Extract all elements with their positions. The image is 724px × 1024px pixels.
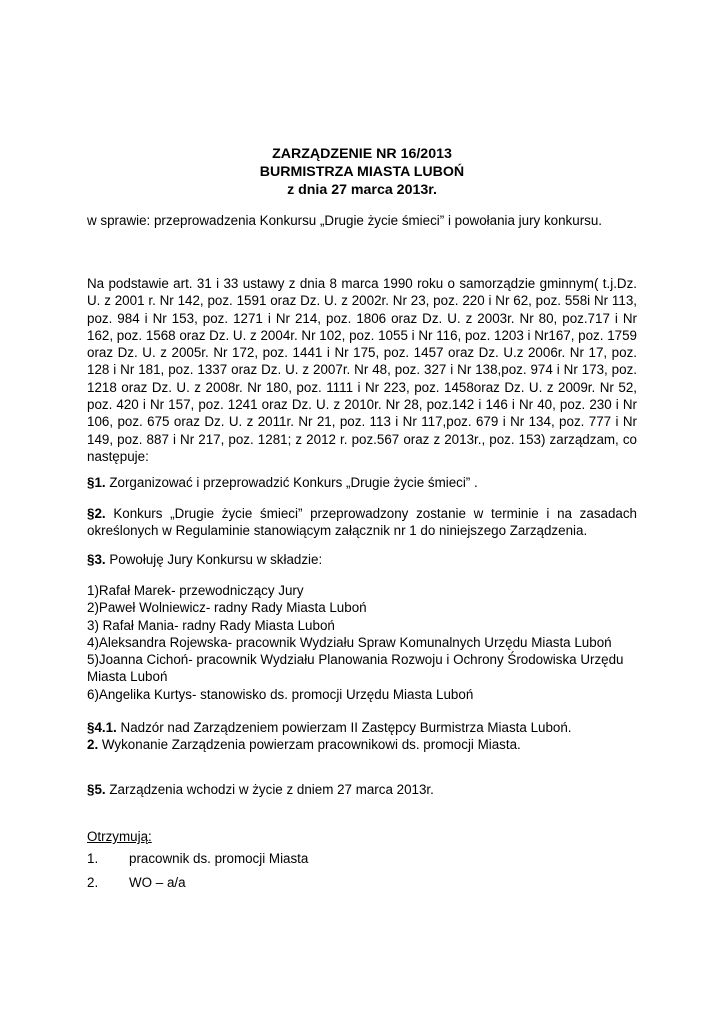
section-4	[87, 719, 637, 754]
legal-basis-line: 149, poz. 887 i Nr 217, poz. 1281; z 2012 r. poz.567 oraz z 2013r., poz. 153) zarządzam, co	[87, 431, 637, 447]
ordinance-date: z dnia 27 marca 2013r.	[287, 182, 437, 198]
jury-member: 6)Angelika Kurtys- stanowisko ds. promocji Urzędu Miasta Luboń	[87, 686, 474, 702]
legal-basis-line: U. z 2001 r. Nr 142, poz. 1591 oraz Dz. U. z 2002r. Nr 23, poz. 220 i Nr 62, poz. 558i Nr 113,	[87, 293, 637, 309]
legal-basis-line: 106, poz. 675 oraz Dz. U. z 2011r. Nr 21, poz. 113 i Nr 117,poz. 679 i Nr 134, poz. 777 i Nr	[87, 414, 637, 430]
legal-basis-paragraph	[87, 275, 637, 465]
legal-basis-line: poz. 420 i Nr 157, poz. 1241 oraz Dz. U. z 2010r. Nr 28, poz.142 i 146 i Nr 40, poz. 230 i Nr	[87, 397, 637, 413]
jury-member: 3) Rafał Mania- radny Rady Miasta Luboń	[87, 617, 335, 633]
section-2-line-1	[87, 505, 637, 522]
recipient-text: pracownik ds. promocji Miasta	[129, 851, 309, 866]
section-1	[87, 474, 637, 491]
legal-basis-line: Na podstawie art. 31 i 33 ustawy z dnia 8 marca 1990 roku o samorządzie gminnym( t.j.Dz.	[87, 276, 637, 291]
section-4-text-2: Wykonanie Zarządzenia powierzam pracownikowi ds. promocji Miasta.	[98, 737, 521, 753]
recipient-number: 2.	[87, 875, 99, 890]
jury-list	[87, 582, 637, 703]
section-4-point-1	[87, 719, 637, 736]
section-4-point-2	[87, 736, 637, 753]
jury-member-continuation: Miasta Luboń	[87, 669, 168, 685]
section-2-text-2: określonych w Regulaminie stanowiącym załącznik nr 1 do niniejszego Zarządzenia.	[87, 523, 588, 539]
section-5-text: Zarządzenia wchodzi w życie z dniem 27 marca 2013r.	[105, 782, 434, 797]
section-1-mark: §1.	[87, 475, 106, 490]
ordinance-title: ZARZĄDZENIE NR 16/2013	[272, 146, 452, 162]
section-3-text: Powołuję Jury Konkursu w składzie:	[105, 552, 323, 567]
section-5-mark: §5.	[87, 782, 106, 797]
jury-member: 2)Paweł Wolniewicz- radny Rady Miasta Luboń	[87, 600, 367, 616]
legal-basis-line: 128 i Nr 181, poz. 1337 oraz Dz. U. z 2007r. Nr 48, poz. 327 i Nr 138,poz. 974 i Nr 173, poz.	[87, 362, 637, 378]
legal-basis-line: oraz Dz. U. z 2005r. Nr 172, poz. 1441 i Nr 175, poz. 1457 oraz Dz. U.z 2006r. Nr 17, poz.	[87, 345, 637, 361]
recipient-number: 1.	[87, 851, 99, 866]
section-3	[87, 551, 637, 568]
jury-member: 4)Aleksandra Rojewska- pracownik Wydziału Spraw Komunalnych Urzędu Miasta Luboń	[87, 634, 612, 650]
legal-basis-line: poz. 984 i Nr 153, poz. 1271 i Nr 214, poz. 1806 oraz Dz. U. z 2003r. Nr 80, poz.717 i Nr	[87, 310, 637, 326]
section-5	[87, 781, 637, 798]
legal-basis-line: 162, poz. 1568 oraz Dz. U. z 2004r. Nr 102, poz. 1055 i Nr 116, poz. 1203 i Nr167, poz. 1759	[87, 327, 637, 343]
document-header	[0, 145, 724, 199]
legal-basis-line: następuje:	[87, 448, 149, 464]
recipient-text: WO – a/a	[129, 875, 186, 890]
issuer-title: BURMISTRZA MIASTA LUBOŃ	[259, 164, 465, 180]
section-4-mark-1: §4.1.	[87, 720, 117, 735]
section-2	[87, 505, 637, 540]
subject-line: w sprawie: przeprowadzenia Konkursu „Drugie życie śmieci” i powołania jury konkursu.	[87, 213, 603, 228]
section-2-text-1: Konkurs „Drugie życie śmieci” przeprowadzony zostanie w terminie i na zasadach	[105, 506, 637, 521]
section-4-mark-2: 2.	[87, 737, 99, 753]
section-3-mark: §3.	[87, 552, 106, 567]
section-4-text-1: Nadzór nad Zarządzeniem powierzam II Zastępcy Burmistrza Miasta Luboń.	[116, 720, 572, 735]
section-1-text: Zorganizować i przeprowadzić Konkurs „Drugie życie śmieci” .	[105, 475, 478, 490]
legal-basis-line: 1218 oraz Dz. U. z 2008r. Nr 180, poz. 1111 i Nr 223, poz. 1458oraz Dz. U. z 2009r. Nr 52,	[87, 379, 637, 395]
recipients-heading: Otrzymują:	[87, 829, 152, 844]
section-2-mark: §2.	[87, 506, 106, 521]
jury-member: 5)Joanna Cichoń- pracownik Wydziału Planowania Rozwoju i Ochrony Środowiska Urzędu	[87, 652, 624, 668]
jury-member: 1)Rafał Marek- przewodniczący Jury	[87, 583, 304, 598]
